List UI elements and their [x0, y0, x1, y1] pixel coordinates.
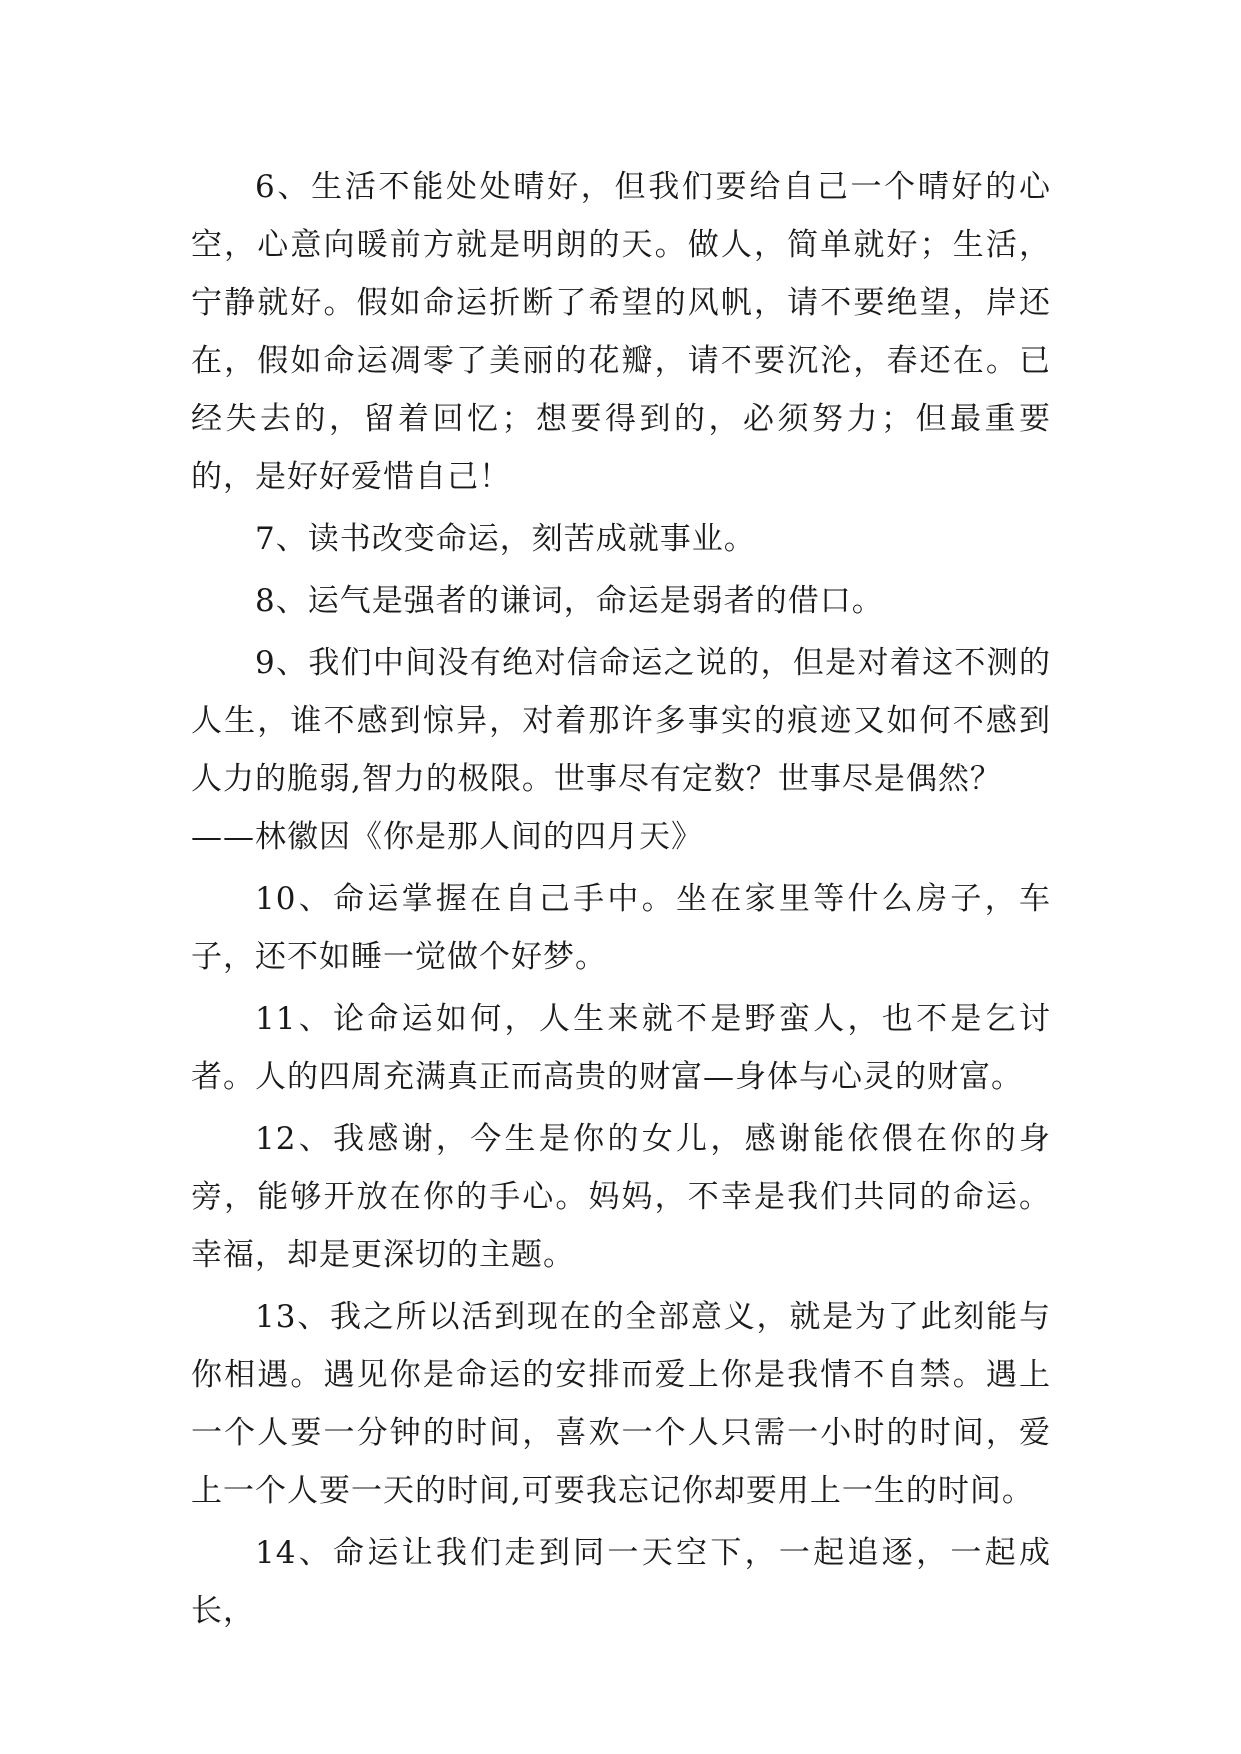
paragraph-9-attribution: ——林徽因《你是那人间的四月天》: [191, 819, 703, 855]
paragraph-9: 9、我们中间没有绝对信命运之说的，但是对着这不测的人生，谁不感到惊异，对着那许多事实的痕迹又如何不感到人力的脆弱,智力的极限。世事尽有定数？世事尽是偶然？: [191, 645, 1051, 797]
paragraph-12: 12、我感谢，今生是你的女儿，感谢能依偎在你的身旁，能够开放在你的手心。妈妈，不幸是我们共同的命运。幸福，却是更深切的主题。: [191, 1121, 1051, 1273]
paragraph-13: 13、我之所以活到现在的全部意义，就是为了此刻能与你相遇。遇见你是命运的安排而爱上你是我情不自禁。遇上一个人要一分钟的时间，喜欢一个人只需一小时的时间，爱上一个人要一天的时间,可要我忘记你却要用上一生的时间。: [191, 1299, 1051, 1509]
paragraph-14: 14、命运让我们走到同一天空下，一起追逐，一起成长，: [191, 1535, 1051, 1629]
paragraph-11: 11、论命运如何，人生来就不是野蛮人，也不是乞讨者。人的四周充满真正而高贵的财富—身体与心灵的财富。: [191, 1001, 1051, 1095]
paragraph-6: 6、生活不能处处晴好，但我们要给自己一个晴好的心空，心意向暖前方就是明朗的天。做人，简单就好；生活，宁静就好。假如命运折断了希望的风帆，请不要绝望，岸还在，假如命运凋零了美丽的花瓣，请不要沉沦，春还在。已经失去的，留着回忆；想要得到的，必须努力；但最重要的，是好好爱惜自己！: [191, 169, 1051, 495]
paragraph-8: 8、运气是强者的谦词，命运是弱者的借口。: [255, 583, 884, 619]
paragraph-7: 7、读书改变命运，刻苦成就事业。: [255, 521, 756, 557]
paragraph-10: 10、命运掌握在自己手中。坐在家里等什么房子，车子，还不如睡一觉做个好梦。: [191, 881, 1051, 975]
document-page: [191, 158, 1051, 1644]
